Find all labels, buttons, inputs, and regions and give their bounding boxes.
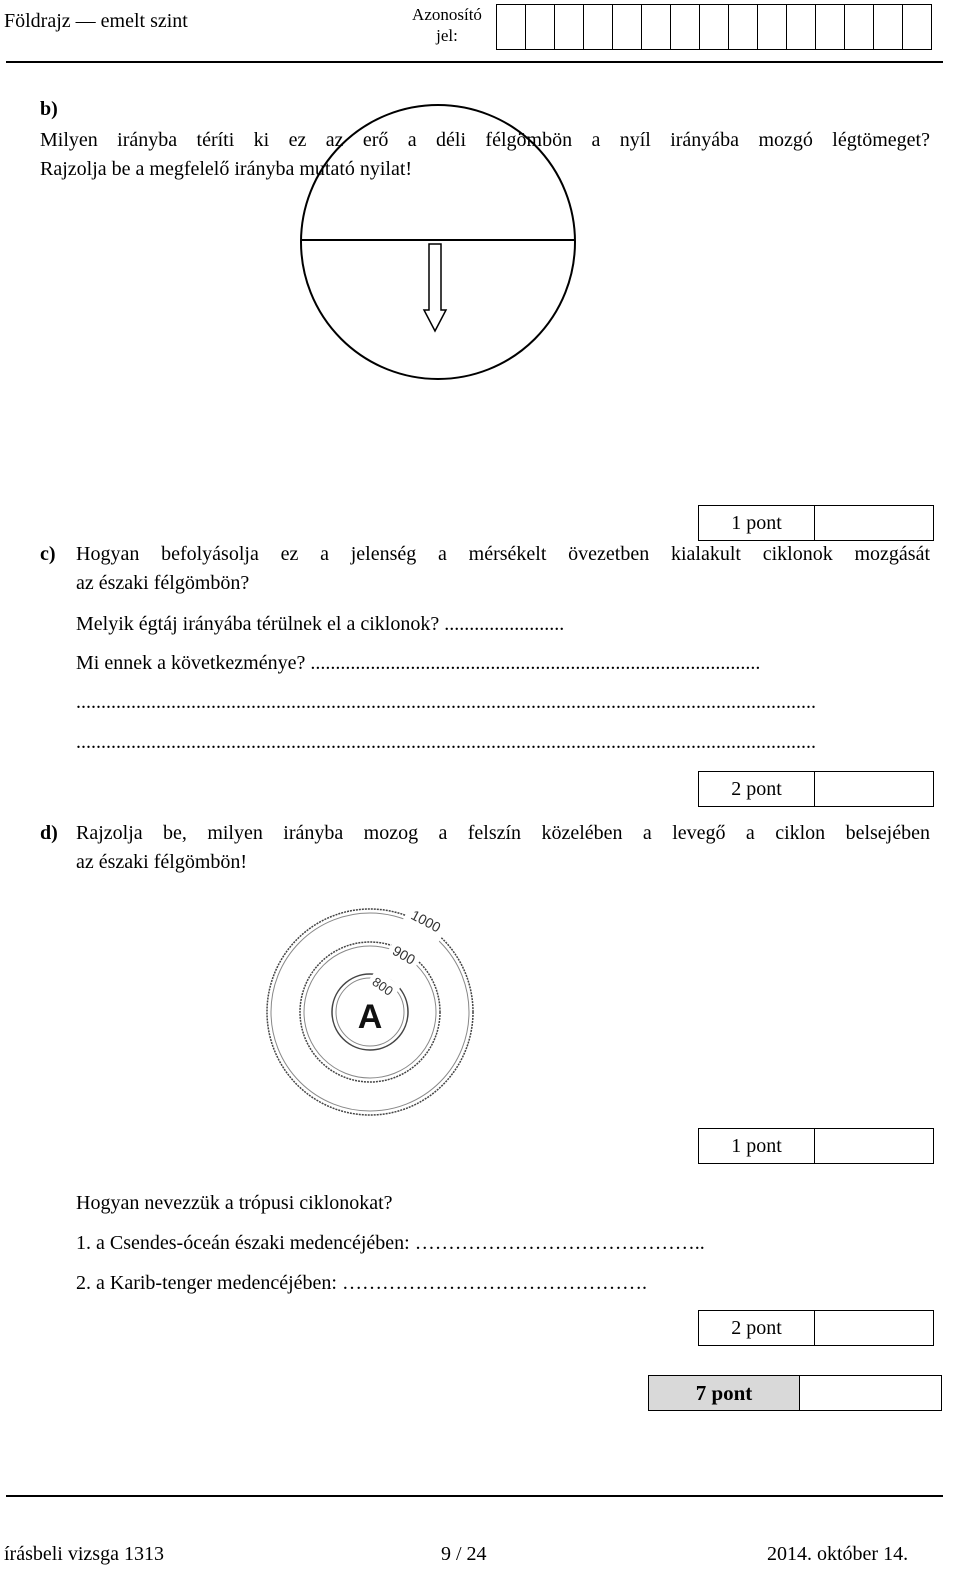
id-cell[interactable] — [758, 5, 787, 49]
section-b-label: b) — [40, 98, 58, 120]
section-d-question-line2: az északi félgömbön! — [76, 851, 248, 873]
total-points-label: 7 pont — [649, 1376, 800, 1410]
id-cell[interactable] — [787, 5, 816, 49]
header-subject: Földrajz — emelt szint — [4, 10, 188, 32]
answer-dots-line[interactable]: .................................................................................................................................................... — [76, 691, 816, 713]
points-box-b — [698, 505, 934, 541]
header-divider — [6, 61, 943, 63]
points-score-field[interactable] — [815, 1311, 933, 1345]
section-c-question-line1: Hogyan befolyásolja ez a jelenség a mérsékelt övezetben kialakult ciklonok mozgását — [76, 543, 930, 565]
footer-page-number: 9 / 24 — [441, 1543, 487, 1565]
footer-date: 2014. október 14. — [767, 1543, 909, 1565]
points-score-field[interactable] — [815, 506, 933, 540]
points-box-d1 — [698, 1128, 934, 1164]
section-d-label: d) — [40, 822, 58, 844]
section-d-question-line1: Rajzolja be, milyen irányba mozog a felszín közelében a levegő a ciklon belsejében — [76, 822, 930, 844]
section-c-subquestion-1[interactable]: Melyik égtáj irányába térülnek el a ciklonok? ........................ — [76, 613, 565, 635]
id-cell[interactable] — [526, 5, 555, 49]
id-entry-grid[interactable] — [496, 4, 932, 50]
cyclone-isobar-diagram[interactable] — [255, 900, 495, 1125]
points-box-c — [698, 771, 934, 807]
id-cell[interactable] — [874, 5, 903, 49]
section-c-label: c) — [40, 543, 56, 565]
points-score-field[interactable] — [815, 1129, 933, 1163]
isobar-label-1000: 1000 — [408, 906, 444, 936]
cyclone-center-label: A — [357, 998, 383, 1036]
points-score-field[interactable] — [815, 772, 933, 806]
points-label: 1 pont — [699, 506, 815, 540]
id-cell[interactable] — [729, 5, 758, 49]
id-cell[interactable] — [816, 5, 845, 49]
section-b-question-line2: Rajzolja be a megfelelő irányba mutató nyilat! — [40, 158, 413, 180]
id-cell[interactable] — [555, 5, 584, 49]
section-b-question-line1: Milyen irányba téríti ki ez az erő a déli félgömbön a nyíl irányába mozgó légtömeget? — [40, 129, 930, 151]
answer-line-caribbean[interactable]: 2. a Karib-tenger medencéjében: ………………………………………. — [76, 1272, 647, 1294]
answer-line-pacific[interactable]: 1. a Csendes-óceán északi medencéjében: …………………………………….. — [76, 1232, 705, 1254]
footer-divider — [6, 1495, 943, 1497]
id-label-line2: jel: — [436, 26, 458, 45]
total-score-field[interactable] — [800, 1376, 941, 1410]
id-label-line1: Azonosító — [412, 5, 482, 24]
tropical-cyclone-question: Hogyan nevezzük a trópusi ciklonokat? — [76, 1192, 393, 1214]
id-cell[interactable] — [584, 5, 613, 49]
points-label: 1 pont — [699, 1129, 815, 1163]
id-cell[interactable] — [671, 5, 700, 49]
points-box-d2 — [698, 1310, 934, 1346]
id-cell[interactable] — [700, 5, 729, 49]
id-cell[interactable] — [642, 5, 671, 49]
total-points-box — [648, 1375, 942, 1411]
id-label — [410, 4, 484, 46]
points-label: 2 pont — [699, 772, 815, 806]
down-arrow-icon — [424, 244, 446, 331]
section-c-subquestion-2[interactable]: Mi ennek a következménye? .......................................................................................... — [76, 652, 761, 674]
footer-exam-code: írásbeli vizsga 1313 — [4, 1543, 164, 1565]
isobar-label-900: 900 — [389, 942, 419, 968]
id-cell[interactable] — [497, 5, 526, 49]
id-cell[interactable] — [613, 5, 642, 49]
id-cell[interactable] — [903, 5, 932, 49]
points-label: 2 pont — [699, 1311, 815, 1345]
id-cell[interactable] — [845, 5, 874, 49]
answer-dots-line[interactable]: .................................................................................................................................................... — [76, 731, 816, 753]
isobar-label-800: 800 — [369, 974, 396, 999]
section-c-question-line2: az északi félgömbön? — [76, 572, 250, 594]
